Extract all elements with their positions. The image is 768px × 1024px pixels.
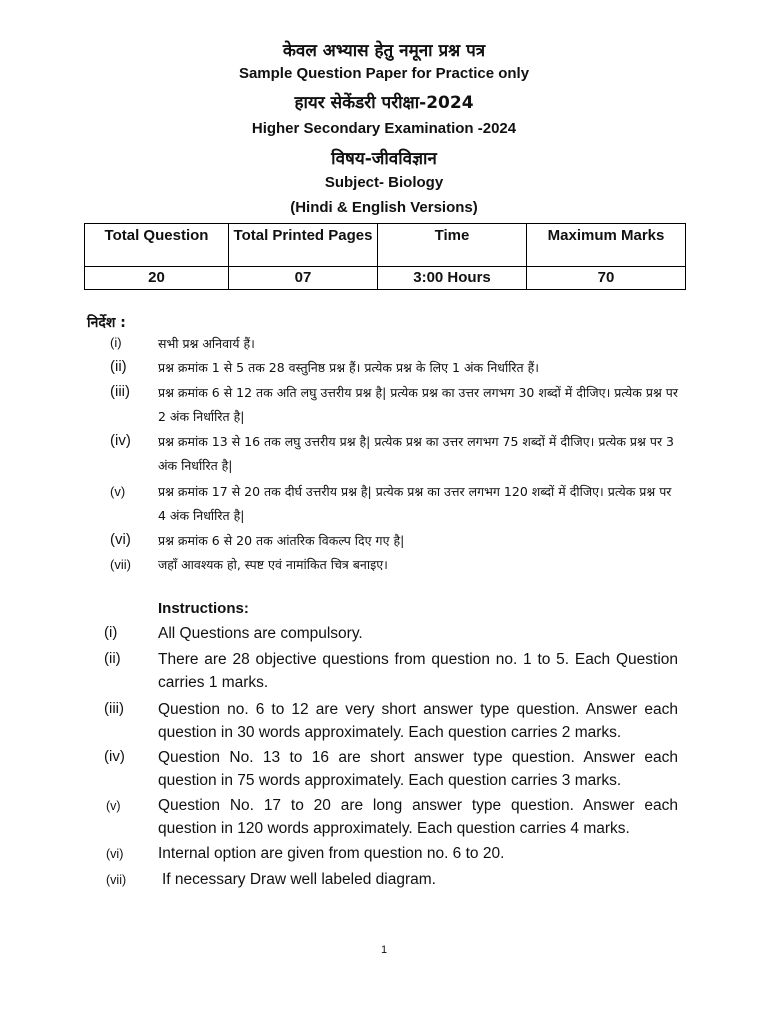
- item-text: There are 28 objective questions from question no. 1 to 5. Each Question carries 1 marks.: [158, 651, 678, 691]
- table-value-row: [85, 267, 686, 290]
- exam-hindi: हायर सेकेंडरी परीक्षा-2024: [294, 93, 474, 113]
- value-total-printed-pages: 07: [229, 267, 378, 290]
- item-text: जहाँ आवश्यक हो, स्पष्ट एवं नामांकित चित्र बनाइए।: [158, 557, 388, 572]
- item-number: (i): [104, 624, 118, 641]
- item-text: If necessary Draw well labeled diagram.: [162, 871, 436, 888]
- item-number: (vi): [106, 847, 124, 861]
- item-text: Question no. 6 to 12 are very short answer type question. Answer each question in 30 words approximately. Each question carries 2 marks.: [158, 701, 678, 741]
- item-text: Question No. 13 to 16 are short answer type question. Answer each question in 75 words approximately. Each question carries 3 marks.: [158, 749, 678, 789]
- value-maximum-marks: 70: [527, 267, 686, 290]
- title-english: Sample Question Paper for Practice only: [238, 65, 530, 82]
- item-text: प्रश्न क्रमांक 6 से 20 तक आंतरिक विकल्प दिए गए है|: [158, 533, 405, 548]
- item-text: प्रश्न क्रमांक 17 से 20 तक दीर्घ उत्तरीय प्रश्न है| प्रत्येक प्रश्न का उत्तर लगभग 120 शब्दों में दीजिए। प्रत्येक प्रश्न पर 4 अंक निर्धारित है|: [158, 484, 672, 523]
- item-text: प्रश्न क्रमांक 1 से 5 तक 28 वस्तुनिष्ठ प्रश्न हैं। प्रत्येक प्रश्न के लिए 1 अंक निर्धारित हैं।: [158, 360, 540, 375]
- item-number: (ii): [110, 358, 127, 375]
- item-number: (iii): [110, 383, 130, 400]
- item-text: Internal option are given from question no. 6 to 20.: [158, 845, 505, 862]
- item-text: प्रश्न क्रमांक 6 से 12 तक अति लघु उत्तरीय प्रश्न है| प्रत्येक प्रश्न का उत्तर लगभग 30 शब्दों में दीजिए। प्रत्येक प्रश्न पर 2 अंक निर्धारित है|: [158, 385, 678, 424]
- table-header-row: [85, 224, 686, 267]
- english-instructions-heading: Instructions:: [158, 600, 249, 617]
- value-time: 3:00 Hours: [378, 267, 527, 290]
- item-text: प्रश्न क्रमांक 13 से 16 तक लघु उत्तरीय प्रश्न है| प्रत्येक प्रश्न का उत्तर लगभग 75 शब्दों में दीजिए। प्रत्येक प्रश्न पर 3 अंक निर्धारित है|: [158, 434, 674, 473]
- subject-hindi: विषय-जीवविज्ञान: [331, 149, 437, 169]
- item-number: (iv): [110, 432, 131, 449]
- item-number: (v): [106, 799, 121, 813]
- header-maximum-marks: Maximum Marks: [527, 224, 686, 267]
- exam-english: Higher Secondary Examination -2024: [251, 120, 517, 137]
- item-number: (vi): [110, 531, 131, 548]
- item-number: (vii): [106, 873, 127, 887]
- item-number: (iv): [104, 748, 125, 765]
- exam-info-table: [84, 223, 686, 290]
- item-number: (iii): [104, 700, 124, 717]
- subject-english: Subject- Biology: [324, 174, 444, 191]
- value-total-question: 20: [85, 267, 229, 290]
- header-total-question: Total Question: [85, 224, 229, 267]
- item-number: (ii): [104, 650, 121, 667]
- item-number: (vii): [110, 557, 131, 572]
- header-total-printed-pages: Total Printed Pages: [229, 224, 378, 267]
- item-text: सभी प्रश्न अनिवार्य हैं।: [158, 336, 255, 351]
- item-number: (i): [110, 335, 122, 350]
- versions-note: (Hindi & English Versions): [290, 199, 478, 216]
- header-time: Time: [378, 224, 527, 267]
- hindi-instructions-heading: निर्देश :: [87, 315, 126, 331]
- page-number: 1: [380, 944, 388, 956]
- item-text: Question No. 17 to 20 are long answer type question. Answer each question in 120 words approximately. Each question carries 4 marks.: [158, 797, 678, 837]
- item-number: (v): [110, 484, 126, 499]
- item-text: All Questions are compulsory.: [158, 625, 363, 642]
- title-hindi: केवल अभ्यास हेतु नमूना प्रश्न पत्र: [282, 41, 486, 61]
